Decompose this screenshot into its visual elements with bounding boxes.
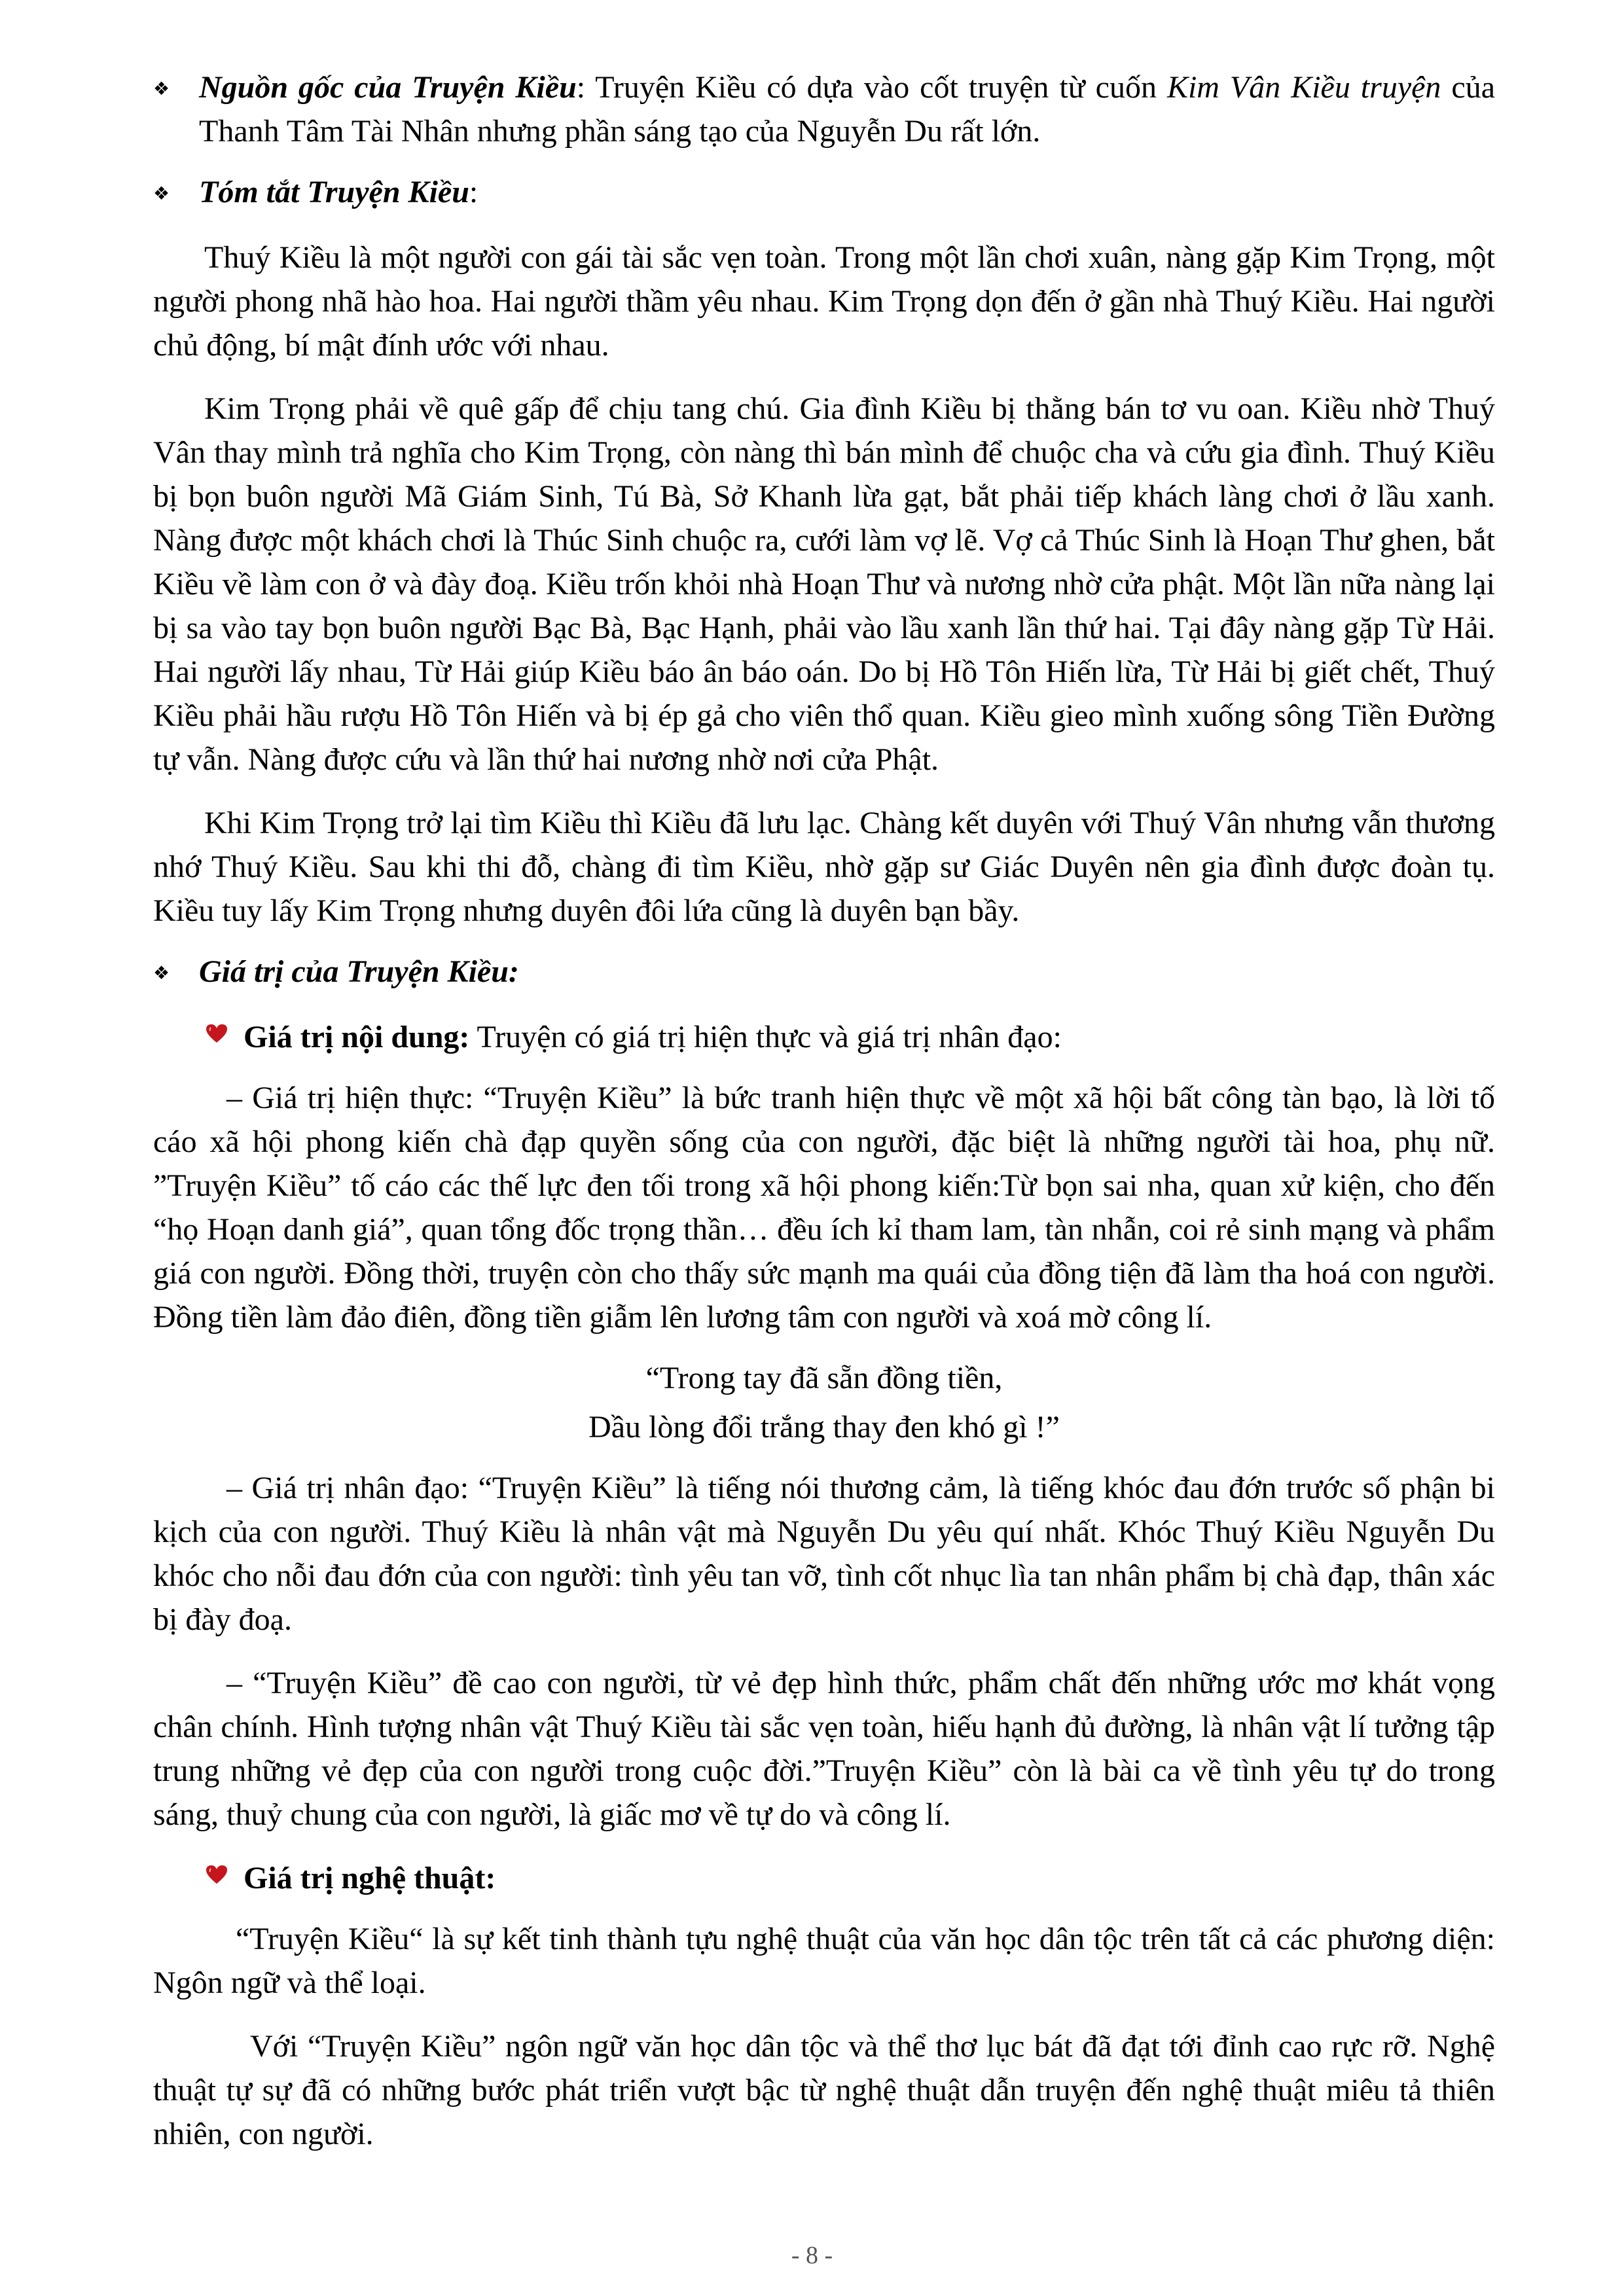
diamond-bullet-icon: ❖: [153, 963, 170, 984]
content-value-intro: Truyện có giá trị hiện thực và giá trị nhân đạo:: [469, 1020, 1062, 1054]
art-paragraph-2: Với “Truyện Kiều” ngôn ngữ văn học dân tộc và thể thơ lục bát đã đạt tới đỉnh cao rực rỡ. Nghệ thuật tự sự đã có những bước phát triển vượt bậc từ nghệ thuật dẫn truyện đến nghệ thuật miêu tả thiên nhiên, con người.: [153, 2029, 1495, 2151]
art-paragraph-1: “Truyện Kiều“ là sự kết tinh thành tựu nghệ thuật của văn học dân tộc trên tất cả các phương diện: Ngôn ngữ và thể loại.: [153, 1922, 1495, 2000]
realism-paragraph: – Giá trị hiện thực: “Truyện Kiều” là bức tranh hiện thực về một xã hội bất công tàn bạo, là lời tố cáo xã hội phong kiến chà đạp quyền sống của con người, đặc biệt là những người tài hoa, phụ nữ. ”Truyện Kiều” tố cáo các thế lực đen tối trong xã hội phong kiến:Từ bọn sai nha, quan xử kiện, cho đến “họ Hoạn danh giá”, quan tổng đốc trọng thần… đều ích kỉ tham lam, tàn nhẫn, coi rẻ sinh mạng và phẩm giá con người. Đồng thời, truyện còn cho thấy sức mạnh ma quái của đồng tiện đã làm tha hoá con người. Đồng tiền làm đảo điên, đồng tiền giẫm lên lương tâm con người và xoá mờ công lí.: [153, 1081, 1495, 1335]
page-number: - 8 -: [791, 2242, 833, 2269]
origin-text-1: : Truyện Kiều có dựa vào cốt truyện từ cuốn: [576, 70, 1167, 105]
content-value-heading: Giá trị nội dung:: [244, 1020, 470, 1054]
content-value-heading-line: [153, 1015, 1495, 1059]
art-value-heading: Giá trị nghệ thuật:: [244, 1861, 496, 1895]
summary-heading: Tóm tắt Truyện Kiều: [199, 175, 469, 209]
origin-bullet: [153, 65, 1495, 153]
diamond-bullet-icon: ❖: [153, 184, 170, 204]
quote-line-2: Dầu lòng đổi trắng thay đen khó gì !”: [588, 1410, 1060, 1444]
heart-icon: [206, 1016, 244, 1047]
art-value-heading-line: [153, 1856, 1495, 1900]
praise-paragraph: – “Truyện Kiều” đề cao con người, từ vẻ đẹp hình thức, phẩm chất đến những ước mơ khát vọng chân chính. Hình tượng nhân vật Thuý Kiều tài sắc vẹn toàn, hiếu hạnh đủ đường, là nhân vật lí tưởng tập trung những vẻ đẹp của con người trong cuộc đời.”Truyện Kiều” còn là bài ca về tình yêu tự do trong sáng, thuỷ chung của con người, là giấc mơ về tự do và công lí.: [153, 1666, 1495, 1832]
origin-text-2: của Thanh Tâm Tài Nhân nhưng phần sáng tạo của Nguyễn Du rất lớn.: [199, 70, 1496, 149]
summary-colon: :: [469, 175, 478, 209]
heart-icon: [206, 1857, 244, 1888]
summary-paragraph-1: Thuý Kiều là một người con gái tài sắc vẹn toàn. Trong một lần chơi xuân, nàng gặp Kim Trọng, một người phong nhã hào hoa. Hai người thầm yêu nhau. Kim Trọng dọn đến ở gần nhà Thuý Kiều. Hai người chủ động, bí mật đính ước với nhau.: [153, 240, 1495, 363]
summary-paragraph-2: Kim Trọng phải về quê gấp để chịu tang chú. Gia đình Kiều bị thằng bán tơ vu oan. Kiều nhờ Thuý Vân thay mình trả nghĩa cho Kim Trọng, còn nàng thì bán mình để chuộc cha và cứu gia đình. Thuý Kiều bị bọn buôn người Mã Giám Sinh, Tú Bà, Sở Khanh lừa gạt, bắt phải tiếp khách làng chơi ở lầu xanh. Nàng được một khách chơi là Thúc Sinh chuộc ra, cưới làm vợ lẽ. Vợ cả Thúc Sinh là Hoạn Thư ghen, bắt Kiều về làm con ở và đày đoạ. Kiều trốn khỏi nhà Hoạn Thư và nương nhờ cửa phật. Một lần nữa nàng lại bị sa vào tay bọn buôn người Bạc Bà, Bạc Hạnh, phải vào lầu xanh lần thứ hai. Tại đây nàng gặp Từ Hải. Hai người lấy nhau, Từ Hải giúp Kiều báo ân báo oán. Do bị Hồ Tôn Hiến lừa, Từ Hải bị giết chết, Thuý Kiều phải hầu rượu Hồ Tôn Hiến và bị ép gả cho viên thổ quan. Kiều gieo mình xuống sông Tiền Đường tự vẫn. Nàng được cứu và lần thứ hai nương nhờ nơi cửa Phật.: [153, 391, 1495, 777]
origin-heading: Nguồn gốc của Truyện Kiều: [199, 70, 577, 105]
origin-book-title: Kim Vân Kiều truyện: [1166, 70, 1441, 105]
quote-line-1: “Trong tay đã sẵn đồng tiền,: [645, 1361, 1003, 1395]
humanism-paragraph: – Giá trị nhân đạo: “Truyện Kiều” là tiếng nói thương cảm, là tiếng khóc đau đớn trước số phận bi kịch của con người. Thuý Kiều là nhân vật mà Nguyễn Du yêu quí nhất. Khóc Thuý Kiều Nguyễn Du khóc cho nỗi đau đớn của con người: tình yêu tan vỡ, tình cốt nhục lìa tan nhân phẩm bị chà đạp, thân xác bị đày đoạ.: [153, 1471, 1495, 1637]
diamond-bullet-icon: ❖: [153, 79, 170, 99]
values-heading: Giá trị của Truyện Kiều:: [199, 954, 519, 989]
summary-bullet: [153, 170, 1495, 219]
values-bullet: [153, 950, 1495, 998]
summary-paragraph-3: Khi Kim Trọng trở lại tìm Kiều thì Kiều đã lưu lạc. Chàng kết duyên với Thuý Vân nhưng vẫn thương nhớ Thuý Kiều. Sau khi thi đỗ, chàng đi tìm Kiều, nhờ gặp sư Giác Duyên nên gia đình được đoàn tụ. Kiều tuy lấy Kim Trọng nhưng duyên đôi lứa cũng là duyên bạn bầy.: [153, 806, 1495, 928]
